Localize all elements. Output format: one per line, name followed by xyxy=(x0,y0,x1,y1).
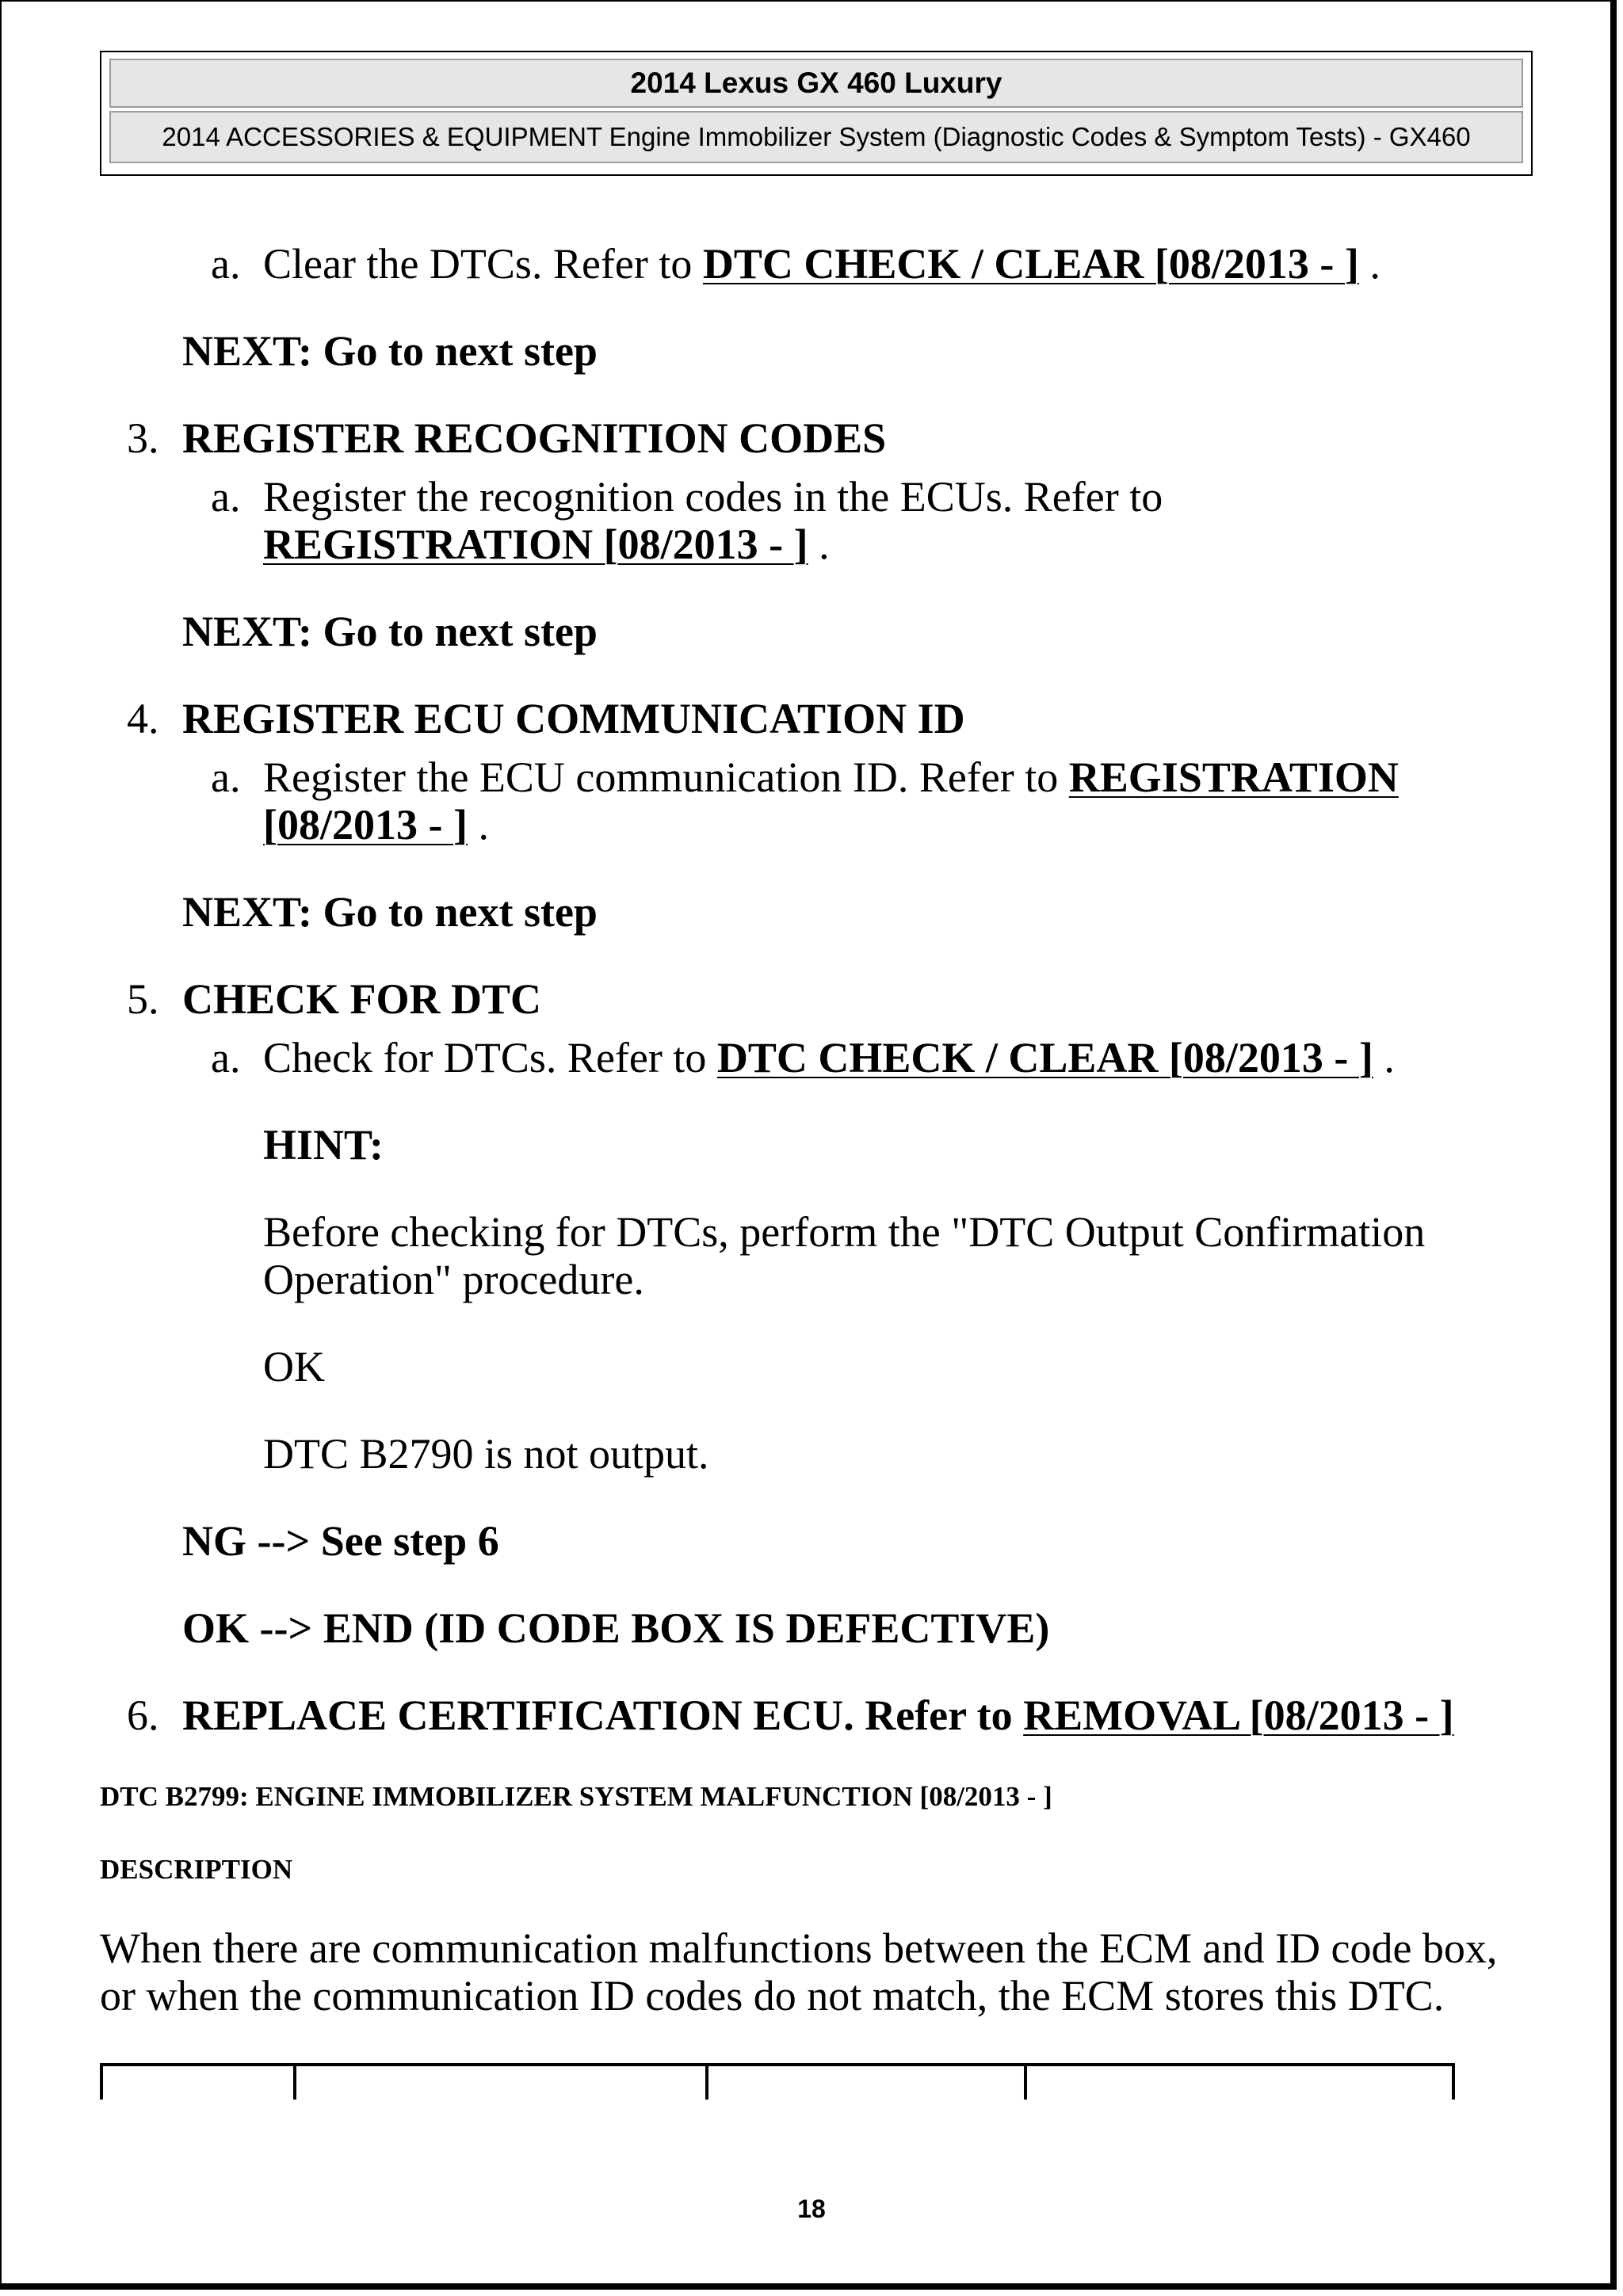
dtc-b2799-heading: DTC B2799: ENGINE IMMOBILIZER SYSTEM MALFUNCTION [08/2013 - ] xyxy=(100,1781,1052,1812)
step-5a-end: . xyxy=(1373,1034,1395,1081)
step-5-title: CHECK FOR DTC xyxy=(182,975,542,1023)
dtc-check-clear-link[interactable]: DTC CHECK / CLEAR [08/2013 - ] xyxy=(702,240,1359,288)
description-line-2: or when the communication ID codes do not match, the ECM stores this DTC. xyxy=(100,1972,1445,2019)
step-2a-text: Clear the DTCs. Refer to xyxy=(263,240,703,288)
ok-label: OK xyxy=(263,1343,325,1390)
step-3a-end: . xyxy=(808,521,830,568)
step-4a xyxy=(263,753,1399,802)
ok-result: DTC B2790 is not output. xyxy=(263,1430,709,1478)
step-3a-text: Register the recognition codes in the ECUs. Refer to xyxy=(263,473,1163,521)
step-5a-letter: a. xyxy=(211,1034,241,1081)
removal-link[interactable]: REMOVAL [08/2013 - ] xyxy=(1023,1691,1454,1739)
step-4-number: 4. xyxy=(127,695,159,742)
dtc-check-clear-link-2[interactable]: DTC CHECK / CLEAR [08/2013 - ] xyxy=(716,1034,1373,1081)
step-6-title: REPLACE CERTIFICATION ECU. Refer to xyxy=(182,1691,1024,1739)
description-line-1: When there are communication malfunctions between the ECM and ID code box, xyxy=(100,1924,1498,1972)
next-step-3: NEXT: Go to next step xyxy=(182,888,598,936)
step-2a xyxy=(263,239,1381,288)
step-4-title: REGISTER ECU COMMUNICATION ID xyxy=(182,695,965,742)
vehicle-title: 2014 Lexus GX 460 Luxury xyxy=(109,59,1523,108)
step-3a-letter: a. xyxy=(211,473,241,521)
page-number: 18 xyxy=(797,2195,826,2223)
registration-link-2-date[interactable]: [08/2013 - ] xyxy=(263,801,468,849)
step-6 xyxy=(182,1691,1454,1740)
step-5a-text: Check for DTCs. Refer to xyxy=(263,1034,717,1081)
step-3-title: REGISTER RECOGNITION CODES xyxy=(182,414,887,462)
step-4a-letter: a. xyxy=(211,753,241,801)
step-2a-letter: a. xyxy=(211,240,241,288)
registration-link-1[interactable]: REGISTRATION [08/2013 - ] xyxy=(263,521,808,568)
description-label: DESCRIPTION xyxy=(100,1854,293,1885)
hint-line-1: Before checking for DTCs, perform the "DTC Output Confirmation xyxy=(263,1208,1426,1256)
next-step-2: NEXT: Go to next step xyxy=(182,608,598,655)
ok-end-result: OK --> END (ID CODE BOX IS DEFECTIVE) xyxy=(182,1604,1050,1652)
step-3a-ref xyxy=(263,520,830,569)
next-step-1: NEXT: Go to next step xyxy=(182,327,598,375)
hint-line-2: Operation" procedure. xyxy=(263,1256,644,1303)
hint-label: HINT: xyxy=(263,1121,384,1169)
section-subtitle: 2014 ACCESSORIES & EQUIPMENT Engine Immobilizer System (Diagnostic Codes & Symptom Tests) - GX460 xyxy=(109,111,1523,163)
table-header-stub xyxy=(100,2063,1455,2100)
step-4a-ref xyxy=(263,800,489,849)
ng-result: NG --> See step 6 xyxy=(182,1517,499,1565)
document-header xyxy=(100,51,1533,176)
step-5-number: 5. xyxy=(127,975,159,1023)
step-2a-end: . xyxy=(1358,240,1381,288)
step-5a xyxy=(263,1033,1395,1082)
step-6-number: 6. xyxy=(127,1691,159,1739)
step-3-number: 3. xyxy=(127,414,159,462)
registration-link-2[interactable]: REGISTRATION xyxy=(1068,753,1399,801)
step-4a-text: Register the ECU communication ID. Refer to xyxy=(263,753,1069,801)
step-4a-end: . xyxy=(467,801,489,849)
